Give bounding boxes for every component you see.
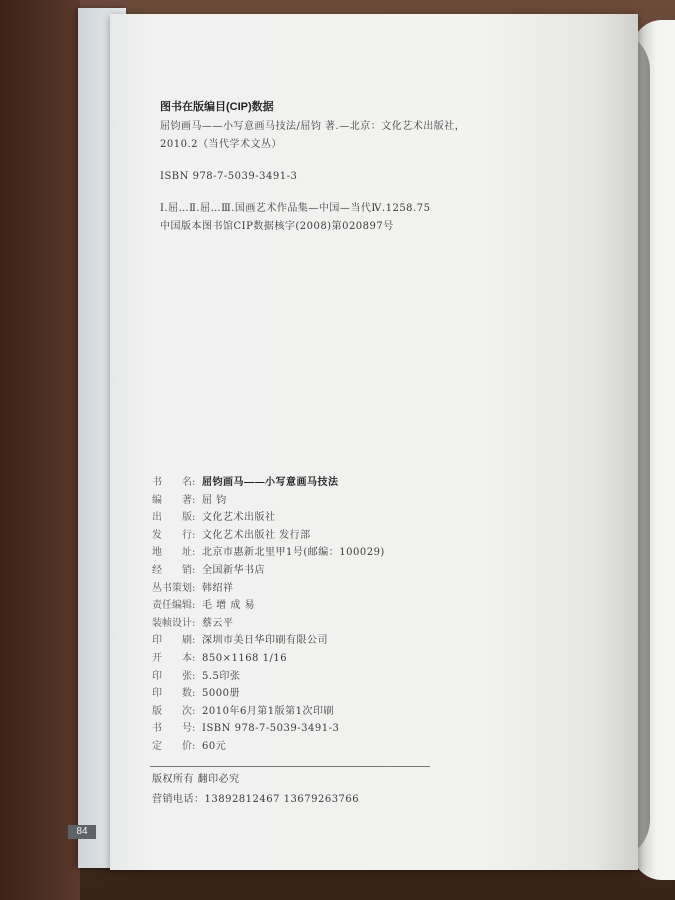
colophon-label: 经 销:	[152, 564, 196, 576]
colophon-label: 开 本:	[152, 652, 196, 664]
colophon-label: 地 址:	[152, 547, 196, 559]
rights-notice: 版权所有 翻印必究	[152, 774, 240, 785]
colophon-value: 5.5印张	[202, 670, 241, 682]
colophon	[152, 474, 452, 756]
colophon-row	[152, 544, 452, 562]
colophon-row	[152, 720, 452, 738]
colophon-row	[152, 597, 452, 615]
colophon-label: 丛书策划:	[152, 582, 196, 594]
colophon-label: 发 行:	[152, 529, 196, 541]
colophon-label: 装帧设计:	[152, 617, 196, 629]
colophon-value: 850×1168 1/16	[202, 652, 288, 664]
colophon-value: 韩绍祥	[202, 582, 234, 594]
colophon-label: 印 张:	[152, 670, 196, 682]
colophon-row	[152, 685, 452, 703]
colophon-row	[152, 650, 452, 668]
colophon-row	[152, 738, 452, 756]
colophon-row	[152, 632, 452, 650]
colophon-row	[152, 668, 452, 686]
colophon-value: ISBN 978-7-5039-3491-3	[202, 723, 340, 735]
colophon-row	[152, 527, 452, 545]
cip-line: 2010.2（当代学术文丛）	[160, 139, 282, 150]
colophon-value: 60元	[202, 740, 227, 752]
footer	[152, 770, 452, 810]
colophon-value: 2010年6月第1版第1次印刷	[202, 705, 335, 717]
colophon-value: 5000册	[202, 688, 240, 700]
cip-line: 屈钧画马——小写意画马技法/屈钧 著.—北京：文化艺术出版社，	[160, 121, 466, 132]
colophon-label: 编 著:	[152, 494, 196, 506]
colophon-row	[152, 615, 452, 633]
colophon-label: 责任编辑:	[152, 600, 196, 612]
cip-block	[160, 98, 600, 236]
footer-divider	[150, 766, 430, 767]
colophon-value: 蔡云平	[202, 617, 234, 629]
colophon-value: 文化艺术出版社	[202, 512, 276, 524]
colophon-row	[152, 474, 452, 492]
page-number: 84	[68, 825, 96, 839]
colophon-label: 书 号:	[152, 723, 196, 735]
colophon-value: 北京市惠新北里甲1号(邮编：100029)	[202, 547, 385, 559]
cip-isbn: ISBN 978-7-5039-3491-3	[160, 171, 298, 182]
colophon-label: 印 数:	[152, 688, 196, 700]
colophon-row	[152, 492, 452, 510]
sales-phone: 营销电话：13892812467 13679263766	[152, 794, 360, 805]
colophon-row	[152, 580, 452, 598]
colophon-label: 书 名:	[152, 477, 196, 488]
colophon-label: 定 价:	[152, 740, 196, 752]
colophon-row	[152, 703, 452, 721]
colophon-label: 印 刷:	[152, 635, 196, 647]
colophon-value: 文化艺术出版社 发行部	[202, 529, 311, 541]
colophon-value: 屈钧画马——小写意画马技法	[202, 477, 339, 488]
table-surface	[0, 0, 80, 900]
cip-record-number: 中国版本图书馆CIP数据核字(2008)第020897号	[160, 221, 394, 232]
cip-classification: Ⅰ.屈…Ⅱ.屈…Ⅲ.国画艺术作品集—中国—当代Ⅳ.1258.75	[160, 203, 431, 214]
colophon-row	[152, 509, 452, 527]
colophon-label: 出 版:	[152, 512, 196, 524]
colophon-value: 全国新华书店	[202, 564, 265, 576]
colophon-value: 深圳市美日华印刷有限公司	[202, 635, 328, 647]
cip-title: 图书在版编目(CIP)数据	[160, 101, 274, 113]
colophon-label: 版 次:	[152, 705, 196, 717]
colophon-value: 毛 增 成 易	[202, 600, 256, 612]
colophon-row	[152, 562, 452, 580]
colophon-value: 屈 钧	[202, 494, 227, 506]
